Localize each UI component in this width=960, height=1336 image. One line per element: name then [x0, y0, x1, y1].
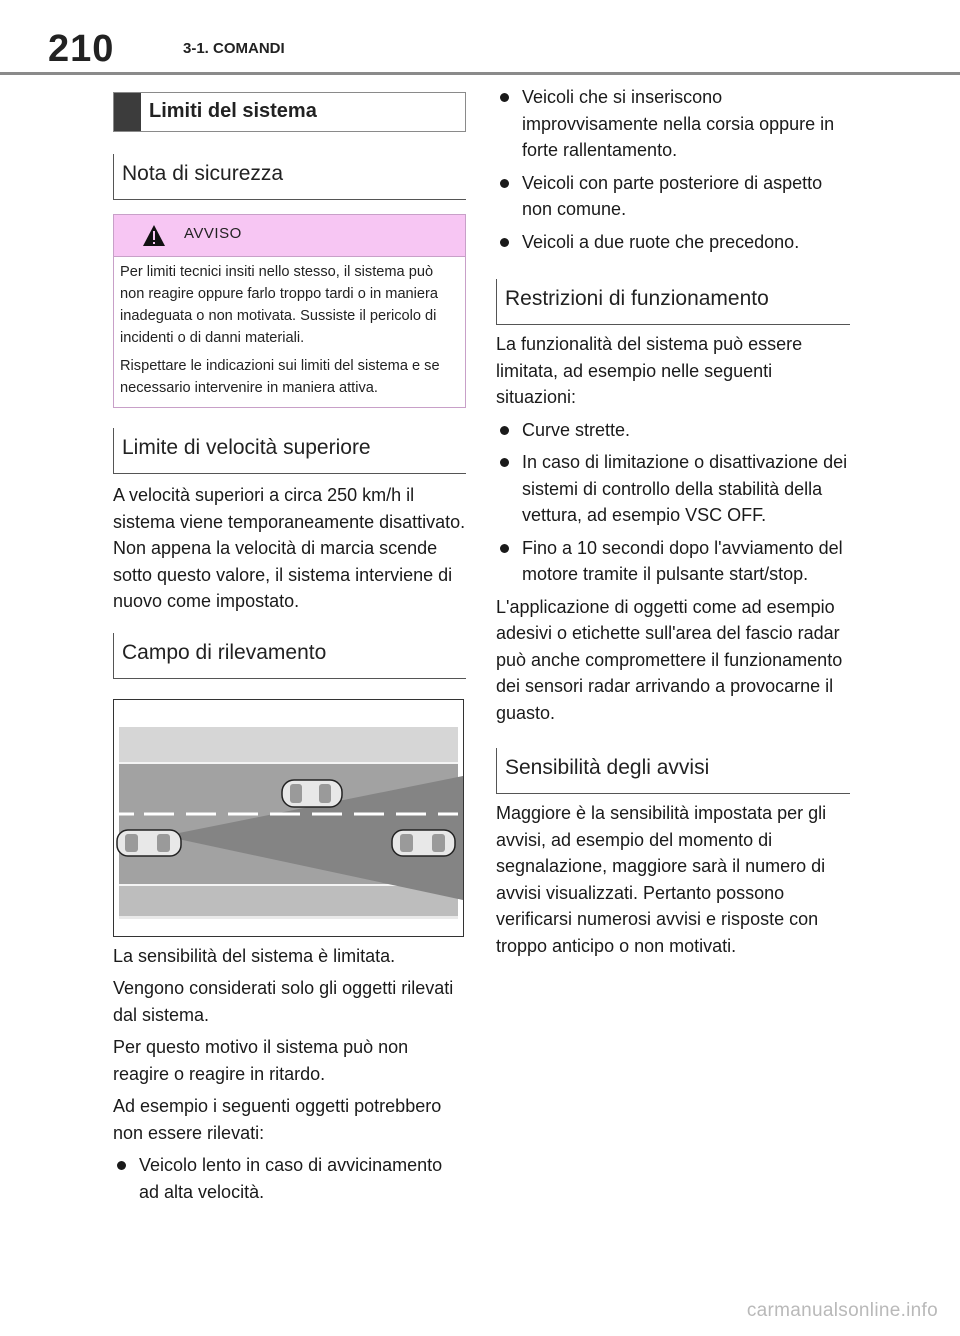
restrictions-list: [496, 417, 850, 588]
speed-text: A velocità superiori a circa 250 km/h il sistema viene temporaneamente disattivato. Non appena la velocità di marcia scende sotto questo valore, il sistema interviene di nuovo come impostato.: [113, 485, 466, 611]
section-title: Limiti del sistema: [149, 100, 317, 122]
list-item: Veicolo lento in caso di avvicinamento ad alta velocità.: [113, 1152, 466, 1205]
section-label: 3-1. COMANDI: [183, 40, 285, 57]
left-column: [113, 92, 466, 1205]
warning-paragraph: Rispettare le indicazioni sui limiti del sistema e se necessario intervenire in maniera attiva.: [120, 358, 440, 396]
own-car-icon: [117, 830, 181, 856]
range-paragraph: Vengono considerati solo gli oggetti rilevati dal sistema.: [113, 978, 454, 1025]
sensitivity-heading: [496, 748, 850, 794]
sensitivity-heading-text: Sensibilità degli avvisi: [505, 756, 710, 779]
range-paragraph: Ad esempio i seguenti oggetti potrebbero non essere rilevati:: [113, 1096, 442, 1143]
warning-paragraph: Per limiti tecnici insiti nello stesso, il sistema può non reagire oppure farlo troppo tardi o in maniera inadeguata o non motivata. Sussiste il pericolo di incidenti o di danni materiali.: [120, 264, 439, 346]
warning-body: [114, 257, 465, 407]
list-item: Curve strette.: [496, 417, 850, 444]
range-heading-text: Campo di rilevamento: [122, 640, 327, 664]
watermark: carmanualsonline.info: [746, 1300, 938, 1321]
warning-box: [113, 214, 466, 408]
list-item: Veicoli a due ruote che precedono.: [496, 229, 850, 256]
radar-text: L'applicazione di oggetti come ad esempio adesivi o etichette sull'area del fascio radar può anche compromettere il funzionamento dei sensori radar arrivando a provocarne il guasto.: [496, 596, 843, 723]
title-bar: [114, 93, 141, 131]
restrictions-heading-text: Restrizioni di funzionamento: [505, 287, 769, 310]
detection-range-figure: [113, 699, 464, 937]
page-number: 210: [48, 28, 115, 70]
warning-triangle-icon: [143, 225, 165, 246]
range-paragraph: La sensibilità del sistema è limitata.: [113, 945, 396, 966]
range-paragraphs: [113, 943, 466, 1147]
safety-heading: [113, 154, 466, 200]
section-title-box: [113, 92, 466, 132]
restrictions-intro-text: La funzionalità del sistema può essere limitata, ad esempio nelle seguenti situazioni:: [496, 334, 803, 407]
speed-heading-text: Limite di velocità superiore: [122, 436, 371, 459]
radar-paragraph: [496, 594, 850, 727]
car-ahead-same-lane-icon: [392, 830, 455, 856]
safety-heading-text: Nota di sicurezza: [122, 162, 284, 185]
range-bullet-list: [113, 1152, 466, 1205]
sensitivity-text: Maggiore è la sensibilità impostata per gli avvisi, ad esempio del momento di segnalazione, maggiore sarà il numero di avvisi visualizzati. Pertanto possono verificarsi numerosi avvisi e risposte con troppo anticipo o non motivati.: [496, 803, 827, 956]
list-item: In caso di limitazione o disattivazione dei sistemi di controllo della stabilità della vettura, ad esempio VSC OFF.: [496, 449, 850, 529]
sensitivity-paragraph: [496, 800, 850, 959]
list-item: Veicoli con parte posteriore di aspetto non comune.: [496, 170, 850, 223]
range-heading: [113, 633, 466, 679]
speed-paragraph: [113, 482, 466, 615]
header-rule: [0, 72, 960, 75]
car-ahead-left-lane-icon: [282, 780, 342, 807]
warning-header: [114, 215, 465, 257]
restrictions-heading: [496, 279, 850, 325]
list-item: Fino a 10 secondi dopo l'avviamento del motore tramite il pulsante start/stop.: [496, 535, 850, 588]
undetected-objects-list: [496, 84, 850, 255]
range-paragraph: Per questo motivo il sistema può non reagire o reagire in ritardo.: [113, 1037, 409, 1084]
detection-range-illustration: [114, 700, 463, 936]
speed-heading: [113, 428, 466, 474]
restrictions-intro: [496, 331, 850, 411]
right-column: [496, 84, 850, 959]
warning-label: AVVISO: [184, 225, 242, 242]
list-item: Veicoli che si inseriscono improvvisamente nella corsia oppure in forte rallentamento.: [496, 84, 850, 164]
